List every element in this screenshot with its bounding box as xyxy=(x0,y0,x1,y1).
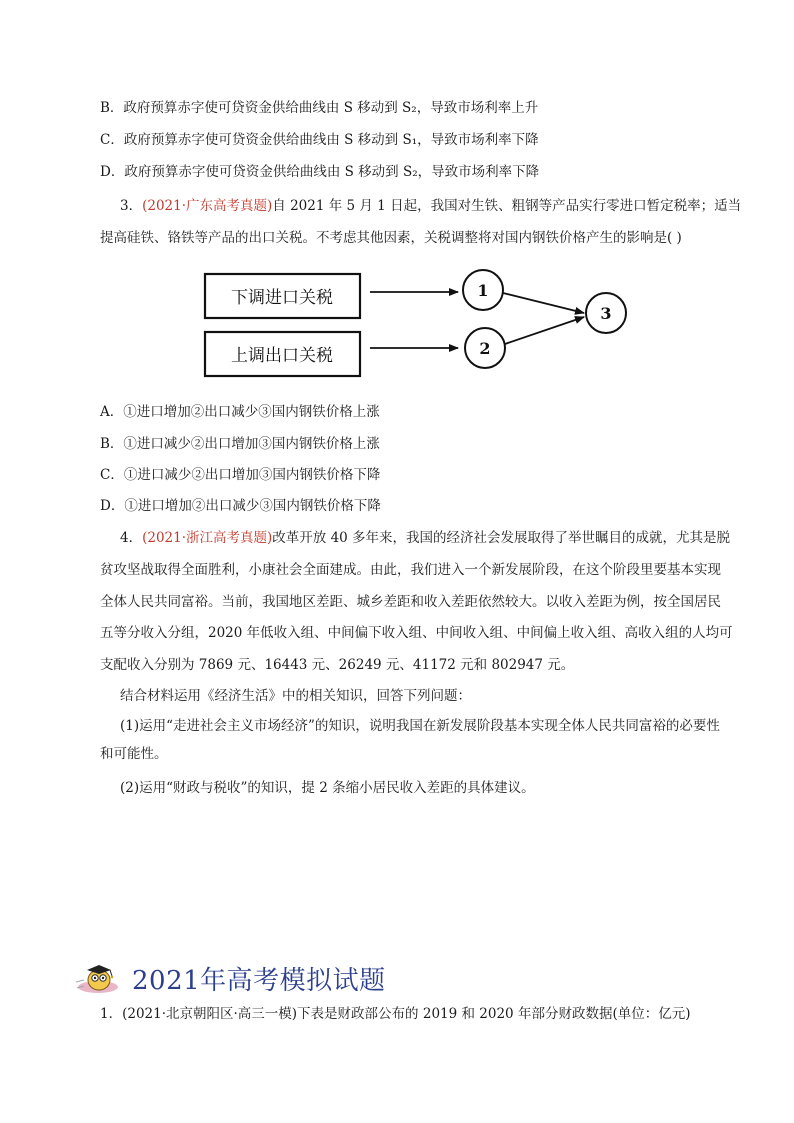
q3-stem-text: 自 2021 年 5 月 1 日起，我国对生铁、粗钢等产品实行零进口暂定税率；适当 xyxy=(272,198,742,214)
owl-graduate-icon xyxy=(74,960,124,996)
q3-stem-line1 xyxy=(120,196,741,216)
q3-option-a: A．①进口增加②出口减少③国内钢铁价格上涨 xyxy=(100,404,380,420)
tariff-flow-diagram xyxy=(200,262,640,392)
q4-line5: 支配收入分别为 7869 元、16443 元、26249 元、41172 元和 802947 元。 xyxy=(100,657,575,673)
q3-option-c: C．①进口减少②出口增加③国内钢铁价格下降 xyxy=(100,467,381,483)
q2-option-b: B．政府预算赤字使可贷资金供给曲线由 S 移动到 S₂，导致市场利率上升 xyxy=(100,100,539,116)
q4-text-1: 改革开放 40 多年来，我国的经济社会发展取得了举世瞩目的成就，尤其是脱 xyxy=(272,530,731,546)
node-1-label: 1 xyxy=(477,281,489,300)
mock-question-1: 1．(2021·北京朝阳区·高三一模)下表是财政部公布的 2019 和 2020 年部分财政数据(单位：亿元) xyxy=(100,1006,691,1022)
box-lower-import-tariff-label: 下调进口关税 xyxy=(231,288,333,308)
q4-line4: 五等分收入分组，2020 年低收入组、中间偏下收入组、中间收入组、中间偏上收入组、高收入组的人均可 xyxy=(100,625,733,641)
node-3-label: 3 xyxy=(600,304,612,323)
q3-option-d: D．①进口增加②出口减少③国内钢铁价格下降 xyxy=(100,498,381,514)
q4-sub2: (2)运用“财政与税收”的知识，提 2 条缩小居民收入差距的具体建议。 xyxy=(120,780,535,796)
q4-line2: 贫攻坚战取得全面胜利，小康社会全面建成。由此，我们进入一个新发展阶段，在这个阶段里要基本实现 xyxy=(100,562,721,578)
section-heading xyxy=(74,958,386,998)
q2-option-c: C．政府预算赤字使可贷资金供给曲线由 S 移动到 S₁，导致市场利率下降 xyxy=(100,132,539,148)
q3-option-b: B．①进口减少②出口增加③国内钢铁价格上涨 xyxy=(100,436,380,452)
q4-sub1-line1: (1)运用“走进社会主义市场经济”的知识，说明我国在新发展阶段基本实现全体人民共同富裕的必要性 xyxy=(120,718,720,734)
q4-number: 4． xyxy=(120,530,143,546)
q4-source: (2021·浙江高考真题) xyxy=(142,530,273,546)
q2-option-d: D．政府预算赤字使可贷资金供给曲线由 S 移动到 S₂，导致市场利率下降 xyxy=(100,164,540,180)
q3-stem-line2: 提高硅铁、铬铁等产品的出口关税。不考虑其他因素，关税调整将对国内钢铁价格产生的影响是( ) xyxy=(100,230,682,246)
q4-prompt: 结合材料运用《经济生活》中的相关知识，回答下列问题： xyxy=(120,688,471,704)
q4-line1 xyxy=(120,528,730,548)
q4-line3: 全体人民共同富裕。当前，我国地区差距、城乡差距和收入差距依然较大。以收入差距为例，按全国居民 xyxy=(100,594,721,610)
q3-number: 3． xyxy=(120,198,143,214)
node-2-label: 2 xyxy=(479,339,491,358)
section-title: 2021年高考模拟试题 xyxy=(132,965,386,996)
arrow-node2-to-node3 xyxy=(505,317,584,344)
q3-source: (2021·广东高考真题) xyxy=(142,198,273,214)
arrow-node1-to-node3 xyxy=(503,293,584,313)
box-raise-export-tariff-label: 上调出口关税 xyxy=(231,346,333,366)
q4-sub1-line2: 和可能性。 xyxy=(100,746,168,762)
